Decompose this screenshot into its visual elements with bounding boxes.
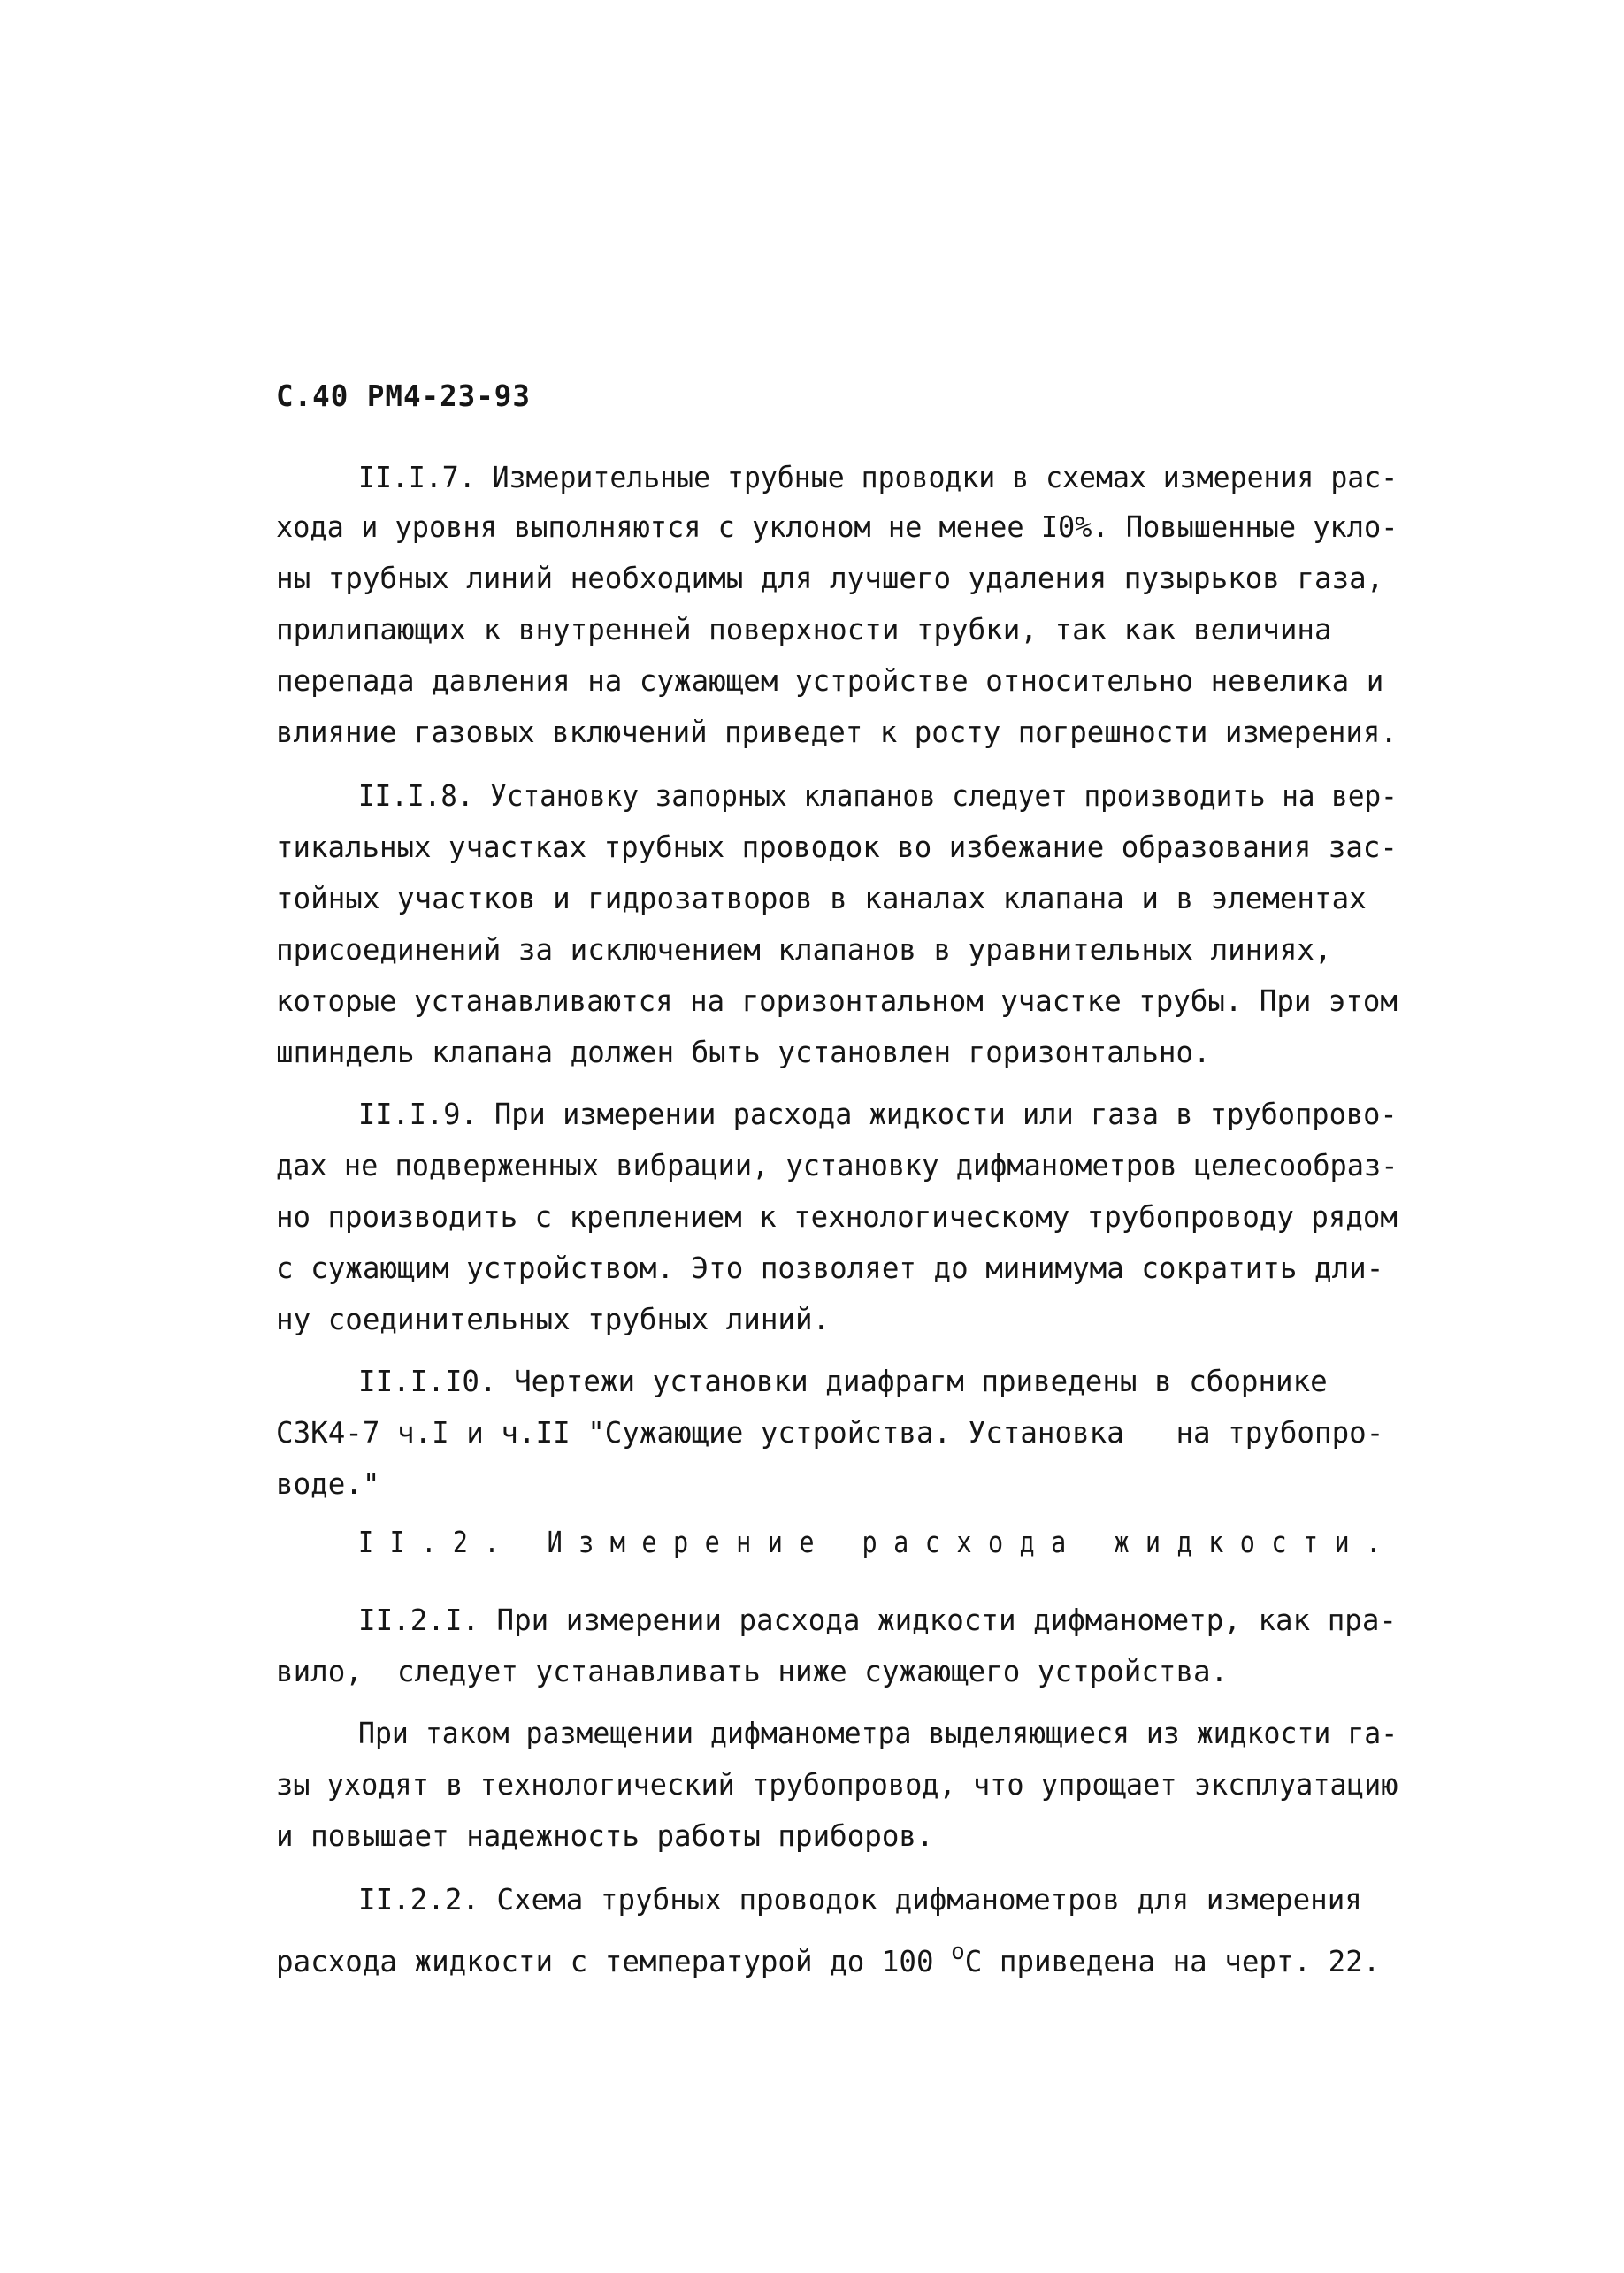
page-reference: С.40 РМ4-23-93 — [276, 379, 531, 413]
text-line: с сужающим устройством. Это позволяет до минимума сократить дли- — [276, 1251, 1384, 1285]
section-heading: II.2. Измерение расхода жидкости. — [358, 1526, 1398, 1559]
text-line: влияние газовых включений приведет к росту погрешности измерения. — [276, 716, 1398, 749]
text-segment: С приведена на черт. 22. — [964, 1945, 1381, 1978]
text-line: зы уходят в технологический трубопровод, что упрощает эксплуатацию — [276, 1768, 1398, 1802]
text-line: присоединений за исключением клапанов в уравнительных линиях, — [276, 933, 1332, 967]
text-line: но производить с креплением к технологическому трубопроводу рядом — [276, 1200, 1398, 1234]
degree-mark: о — [951, 1939, 965, 1965]
text-line: дах не подверженных вибрации, установку дифманометров целесообраз- — [276, 1149, 1398, 1182]
text-line: При таком размещении дифманометра выделяющиеся из жидкости га- — [358, 1717, 1398, 1750]
text-line: II.I.7. Измерительные трубные проводки в схемах измерения рас- — [358, 461, 1398, 494]
text-line: хода и уровня выполняются с уклоном не менее I0%. Повышенные укло- — [276, 510, 1398, 544]
text-line: II.I.8. Установку запорных клапанов следует производить на вер- — [358, 779, 1398, 813]
text-line: шпиндель клапана должен быть установлен горизонтально. — [276, 1036, 1211, 1069]
text-line: ны трубных линий необходимы для лучшего удаления пузырьков газа, — [276, 562, 1384, 595]
text-line: II.2.I. При измерении расхода жидкости дифманометр, как пра- — [358, 1603, 1397, 1637]
text-line: ну соединительных трубных линий. — [276, 1303, 831, 1336]
text-line: воде." — [276, 1467, 380, 1501]
text-line: и повышает надежность работы приборов. — [276, 1819, 934, 1853]
text-line: перепада давления на сужающем устройстве относительно невелика и — [276, 664, 1384, 698]
text-line: тойных участков и гидрозатворов в каналах клапана и в элементах — [276, 882, 1367, 915]
text-line: вило, следует устанавливать ниже сужающего устройства. — [276, 1655, 1229, 1688]
text-segment: расхода жидкости с температурой до 100 — [276, 1945, 934, 1978]
text-line: II.2.2. Схема трубных проводок дифманометров для измерения — [358, 1883, 1362, 1917]
text-line: II.I.I0. Чертежи установки диафрагм приведены в сборнике — [358, 1365, 1328, 1398]
text-line: II.I.9. При измерении расхода жидкости или газа в трубопрово- — [358, 1098, 1398, 1131]
text-line: СЗК4-7 ч.I и ч.II "Сужающие устройства. Установка на трубопро- — [276, 1416, 1384, 1450]
text-line: тикальных участках трубных проводок во избежание образования зас- — [276, 830, 1398, 864]
text-line: которые устанавливаются на горизонтальном участке трубы. При этом — [276, 984, 1398, 1018]
text-line-with-degree — [276, 1939, 1381, 1982]
text-line: прилипающих к внутренней поверхности трубки, так как величина — [276, 613, 1332, 647]
